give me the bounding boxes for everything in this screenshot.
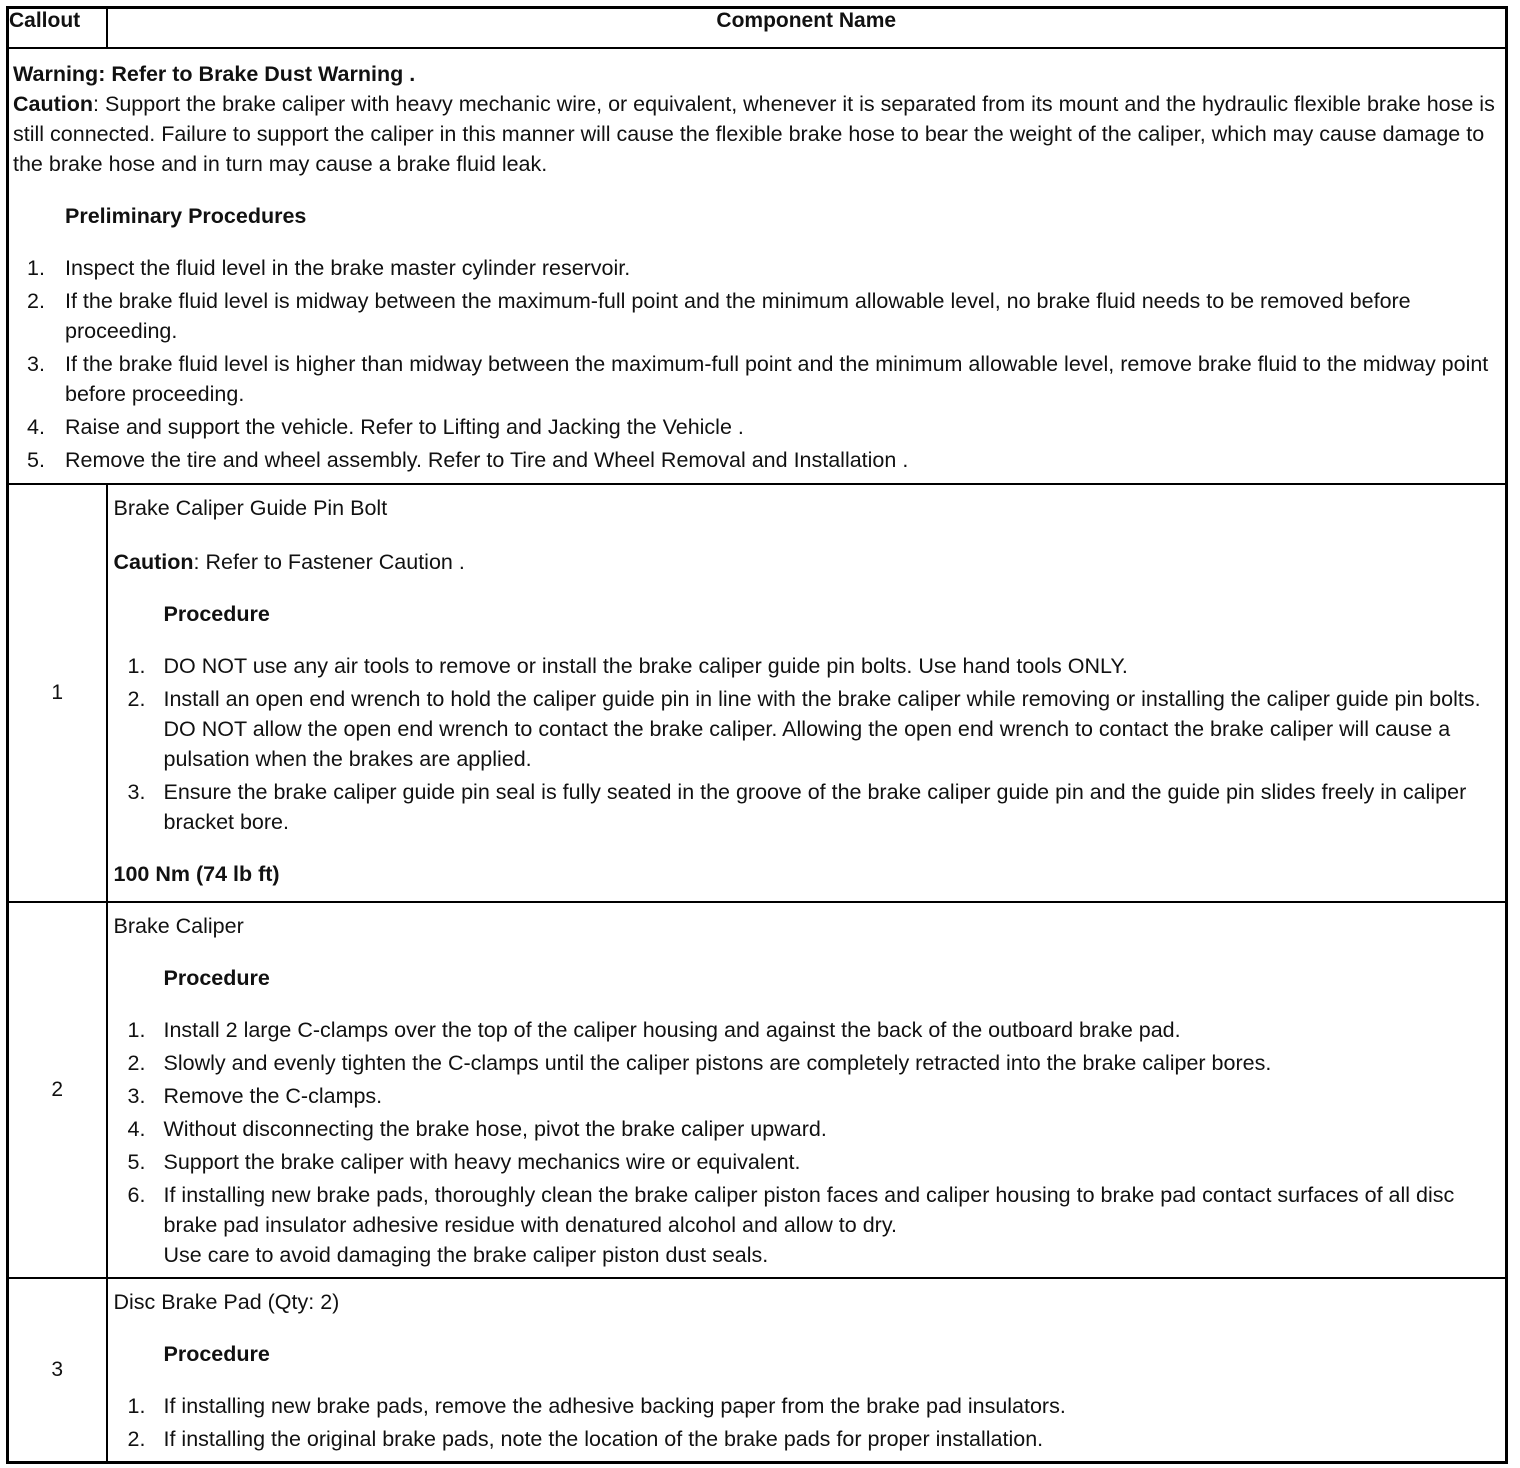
- step-text: Install an open end wrench to hold the caliper guide pin in line with the brake caliper while removing or installing the caliper guide pin bolts. DO NOT allow the open end wrench to contact the brake caliper. Allowing the open end wrench to contact the brake caliper will cause a pulsation when the brakes are applied.: [163, 687, 1481, 771]
- warning-text: : Refer to Brake Dust Warning .: [98, 62, 416, 86]
- table-row: [8, 1278, 1507, 1463]
- preliminary-row: [8, 48, 1507, 484]
- step-text: If installing new brake pads, remove the adhesive backing paper from the brake pad insulators.: [163, 1394, 1066, 1418]
- list-item: [114, 684, 1500, 774]
- torque-spec: 100 Nm (74 lb ft): [113, 862, 280, 886]
- component-cell: [107, 902, 1507, 1278]
- procedure-title: Procedure: [163, 966, 270, 990]
- step-number: 2.: [127, 1051, 146, 1075]
- table-row: [8, 902, 1507, 1278]
- step-text: DO NOT use any air tools to remove or install the brake caliper guide pin bolts. Use hand tools ONLY.: [163, 654, 1128, 678]
- step-text: Support the brake caliper with heavy mechanics wire or equivalent.: [163, 1150, 801, 1174]
- list-item: [114, 777, 1500, 837]
- component-name-column-header: Component Name: [107, 8, 1507, 49]
- step-text: If installing the original brake pads, note the location of the brake pads for proper installation.: [163, 1427, 1044, 1451]
- component-cell: [107, 1278, 1507, 1463]
- step-number: 3.: [127, 780, 146, 804]
- list-item: [13, 286, 1501, 346]
- callout-number: 3: [8, 1278, 107, 1463]
- list-item: [114, 651, 1500, 681]
- procedure-steps-list: [114, 1015, 1500, 1270]
- list-item: [13, 253, 1501, 283]
- list-item: [13, 445, 1501, 475]
- step-text: If installing new brake pads, thoroughly clean the brake caliper piston faces and caliper housing to brake pad contact surfaces of all disc brake pad insulator adhesive residue with denatured alcohol and allow to dry.: [163, 1183, 1455, 1237]
- step-text: Ensure the brake caliper guide pin seal is fully seated in the groove of the brake caliper guide pin and the guide pin slides freely in caliper bracket bore.: [163, 780, 1467, 834]
- caution-note: [114, 547, 1500, 577]
- list-item: [114, 1147, 1500, 1177]
- step-text: If the brake fluid level is higher than midway between the maximum-full point and the minimum allowable level, remove brake fluid to the midway point before proceeding.: [65, 352, 1489, 406]
- step-number: 2.: [127, 687, 146, 711]
- step-text: If the brake fluid level is midway between the maximum-full point and the minimum allowable level, no brake fluid needs to be removed before proceeding.: [65, 289, 1411, 343]
- step-text: Raise and support the vehicle. Refer to Lifting and Jacking the Vehicle .: [65, 415, 744, 439]
- procedure-steps-list: [114, 1391, 1500, 1454]
- caution-text: : Refer to Fastener Caution .: [193, 550, 465, 574]
- callout-column-header: Callout: [8, 8, 107, 49]
- list-item: [114, 1015, 1500, 1045]
- step-text: Remove the tire and wheel assembly. Refer to Tire and Wheel Removal and Installation .: [65, 448, 909, 472]
- list-item: [114, 1114, 1500, 1144]
- table-header-row: [8, 8, 1507, 49]
- step-text: Remove the C-clamps.: [163, 1084, 383, 1108]
- caution-text: : Support the brake caliper with heavy mechanic wire, or equivalent, whenever it is separated from its mount and the hydraulic flexible brake hose is still connected. Failure to support the caliper in this manner will cause the flexible brake hose to bear the weight of the caliper, which may cause damage to the brake hose and in turn may cause a brake fluid leak.: [13, 92, 1495, 176]
- step-number: 6.: [127, 1183, 146, 1207]
- caution-label: Caution: [113, 550, 194, 574]
- step-number: 4.: [127, 1117, 146, 1141]
- callout-number: 2: [8, 902, 107, 1278]
- step-number: 2.: [127, 1427, 146, 1451]
- procedure-title: Procedure: [163, 1342, 270, 1366]
- list-item: [13, 412, 1501, 442]
- list-item: [114, 1391, 1500, 1421]
- procedure-steps-list: [114, 651, 1500, 837]
- list-item: [114, 1048, 1500, 1078]
- component-name: Brake Caliper: [113, 914, 244, 938]
- step-number: 5.: [127, 1150, 146, 1174]
- table-row: [8, 484, 1507, 902]
- component-name: Disc Brake Pad (Qty: 2): [113, 1290, 340, 1314]
- component-cell: [107, 484, 1507, 902]
- preliminary-steps-list: [13, 253, 1501, 475]
- preliminary-procedures-title: Preliminary Procedures: [65, 204, 307, 228]
- warning-label: Warning: [13, 62, 99, 86]
- warning-note: [13, 59, 1501, 89]
- caution-label: Caution: [13, 92, 94, 116]
- component-name: Brake Caliper Guide Pin Bolt: [113, 496, 388, 520]
- step-number: 3.: [27, 352, 45, 376]
- list-item: [13, 349, 1501, 409]
- callout-number: 1: [8, 484, 107, 902]
- step-text: Without disconnecting the brake hose, pivot the brake caliper upward.: [163, 1117, 827, 1141]
- step-number: 2.: [27, 289, 45, 313]
- list-item: [114, 1424, 1500, 1454]
- caution-note: [13, 89, 1501, 179]
- step-text: Slowly and evenly tighten the C-clamps until the caliper pistons are completely retracted into the brake caliper bores.: [163, 1051, 1272, 1075]
- step-note: Use care to avoid damaging the brake caliper piston dust seals.: [163, 1243, 769, 1267]
- step-number: 4.: [27, 415, 45, 439]
- list-item: [114, 1081, 1500, 1111]
- step-number: 1.: [127, 1394, 146, 1418]
- component-table: [6, 6, 1508, 1464]
- step-number: 3.: [127, 1084, 146, 1108]
- step-number: 5.: [27, 448, 45, 472]
- step-text: Inspect the fluid level in the brake master cylinder reservoir.: [65, 256, 631, 280]
- step-number: 1.: [127, 1018, 146, 1042]
- step-number: 1.: [27, 256, 45, 280]
- list-item: [114, 1180, 1500, 1270]
- preliminary-cell: [8, 48, 1507, 484]
- step-number: 1.: [127, 654, 146, 678]
- procedure-title: Procedure: [163, 602, 270, 626]
- step-text: Install 2 large C-clamps over the top of the caliper housing and against the back of the outboard brake pad.: [163, 1018, 1181, 1042]
